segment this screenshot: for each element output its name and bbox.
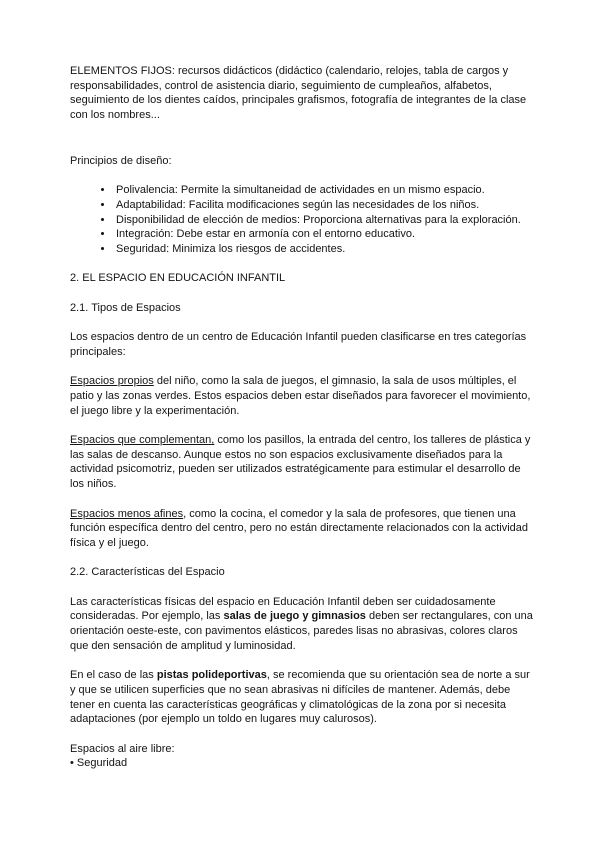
paragraph-espacios-propios (70, 374, 534, 418)
list-item-seguridad: • Seguridad: Minimiza los riesgos de accidentes. (114, 242, 534, 257)
paragraph-caracteristicas-salas (70, 595, 534, 654)
heading-espacios-aire-libre: Espacios al aire libre: (70, 742, 175, 755)
list-item-adaptabilidad: • Adaptabilidad: Facilita modificaciones según las necesidades de los niños. (114, 198, 534, 213)
heading-section-2: 2. EL ESPACIO EN EDUCACIÓN INFANTIL (70, 272, 286, 285)
paragraph-text: , como la cocina, el comedor y la sala de profesores, que tienen una función específica dentro del centro, pero no están directamente relacionados con la actividad física y el juego. (70, 507, 529, 549)
heading-principios-de-diseno: Principios de diseño: (70, 154, 172, 167)
list-item-disponibilidad: • Disponibilidad de elección de medios: Proporciona alternativas para la exploración. (114, 213, 534, 228)
paragraph-espacios-menos-afines (70, 507, 534, 551)
paragraph-text: Las características físicas del espacio en Educación Infantil deben ser cuidadosamente consideradas. Por ejemplo, las (70, 595, 496, 623)
bold-term-pistas-polideportivas: pistas polideportivas (156, 669, 267, 682)
paragraph-text: del niño, como la sala de juegos, el gimnasio, la sala de usos múltiples, el patio y las zonas verdes. Estos espacios deben estar diseñados para favorecer el movimiento, el juego libre y la experimentación. (70, 375, 531, 417)
paragraph-pistas-polideportivas (70, 668, 534, 727)
paragraph-elementos-fijos: ELEMENTOS FIJOS: recursos didácticos (didáctico (calendario, relojes, tabla de cargos y responsabilidades, control de asistencia diario, seguimiento de cumpleaños, alfabetos, seguimiento de los dientes caídos, principales grafismos, fotografía de integrantes de la clase con los nombres... (70, 65, 527, 122)
list-item-polivalencia: • Polivalencia: Permite la simultaneidad de actividades en un mismo espacio. (114, 183, 534, 198)
list-item-integracion: • Integración: Debe estar en armonía con el entorno educativo. (114, 227, 534, 242)
paragraph-text: deben ser rectangulares, con una orientación oeste-este, con pavimentos elásticos, paredes lisas no abrasivas, colores claros que den sensación de amplitud y luminosidad. (70, 610, 533, 652)
underlined-term-espacios-propios: Espacios propios (70, 375, 154, 388)
bold-term-salas-de-juego: salas de juego y gimnasios (223, 610, 366, 623)
paragraph-espacios-complementan (70, 433, 534, 492)
paragraph-text: , se recomienda que su orientación sea de norte a sur y que se utilicen superficies que no sean abrasivas ni difíciles de mantener. Además, debe tener en cuenta las características geográficas y climatológicas de la zona por si necesita adaptaciones (por ejemplo un toldo en lugares muy calurosos). (70, 669, 530, 726)
outdoor-list-item-seguridad: • Seguridad (70, 757, 128, 770)
underlined-term-espacios-menos-afines: Espacios menos afines (70, 507, 184, 520)
paragraph-text: En el caso de las (70, 669, 157, 682)
heading-section-2-2: 2.2. Características del Espacio (70, 566, 225, 579)
underlined-term-espacios-complementan: Espacios que complementan, (70, 434, 215, 447)
paragraph-text: como los pasillos, la entrada del centro, los talleres de plástica y las salas de descanso. Aunque estos no son espacios exclusivamente diseñados para la actividad psicomotriz, pueden ser utilizados estratégicamente para estimular el desarrollo de los niños. (70, 434, 531, 491)
paragraph-tipos-intro: Los espacios dentro de un centro de Educación Infantil pueden clasificarse en tres categorías principales: (70, 331, 527, 358)
design-principles-list (70, 183, 534, 257)
heading-section-2-1: 2.1. Tipos de Espacios (70, 301, 181, 314)
